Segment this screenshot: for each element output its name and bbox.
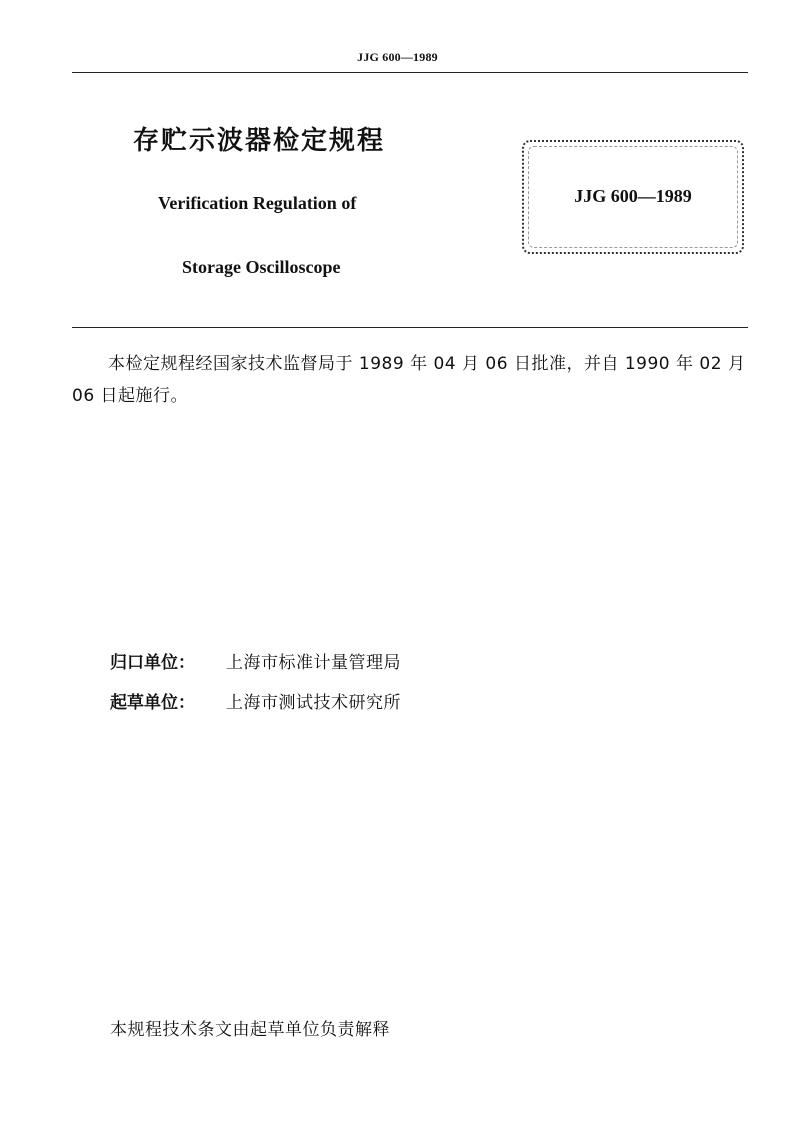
section-rule: [72, 327, 748, 328]
code-box-text: JJG 600—1989: [574, 186, 692, 206]
org-row-drafting: [110, 688, 401, 713]
english-title-line-2: Storage Oscilloscope: [182, 257, 341, 277]
page-header-code: JJG 600—1989: [357, 50, 438, 64]
org-row-responsible: [110, 648, 401, 673]
interpretation-note: 本规程技术条文由起草单位负责解释: [110, 1020, 390, 1040]
org-label-drafting: 起草单位：: [110, 693, 195, 713]
header-rule: [72, 72, 748, 73]
org-label-responsible: 归口单位：: [110, 653, 195, 673]
approval-statement: 本检定规程经国家技术监督局于 1989 年 04 月 06 日批准，并自 1990 年 02 月 06 日起施行。: [72, 354, 746, 406]
org-value-drafting: 上海市测试技术研究所: [226, 693, 401, 713]
code-box: [522, 140, 744, 254]
org-value-responsible: 上海市标准计量管理局: [226, 653, 401, 673]
chinese-title: 存贮示波器检定规程: [133, 126, 386, 156]
english-title-line-1: Verification Regulation of: [158, 193, 357, 213]
